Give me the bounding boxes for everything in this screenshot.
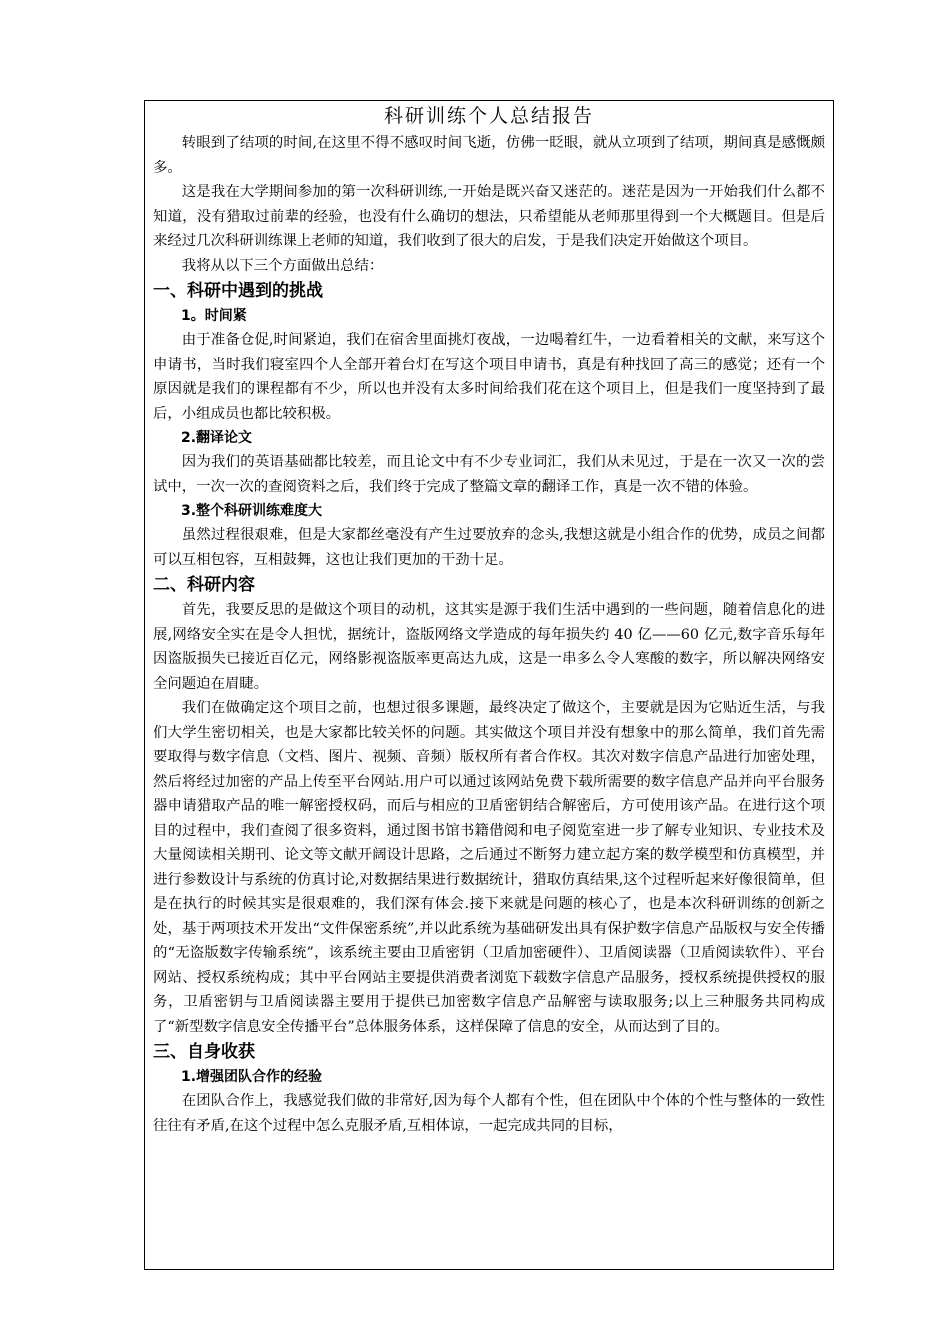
paragraph-difficulty: 虽然过程很艰难，但是大家都丝毫没有产生过要放弃的念头,我想这就是小组合作的优势，成员之间都可以互相包容，互相鼓舞，这也让我们更加的干劲十足。 — [153, 527, 825, 568]
subheading-difficulty: 3.整个科研训练难度大 — [181, 503, 323, 519]
intro-paragraph-3: 我将从以下三个方面做出总结： — [181, 257, 384, 274]
paragraph-motivation: 首先，我要反思的是做这个项目的动机，这其实是源于我们生活中遇到的一些问题，随着信息化的进展,网络安全实在是令人担忧，据统计，盗版网络文学造成的每年损失约 40 亿——60 亿元,数字音乐每年因盗版损失已接近百亿元，网络影视盗版率更高达九成，这是一串多么令人寒酸的数字，所以解决网络安全问题迫在眉睫。 — [153, 602, 825, 692]
subheading-translate-paper: 2.翻译论文 — [181, 430, 253, 446]
intro-paragraph-1: 转眼到了结项的时间,在这里不得不感叹时间飞逝，仿佛一眨眼，就从立项到了结项，期间真是感慨颇多。 — [153, 135, 825, 176]
section-heading-gains: 三、自身收获 — [153, 1042, 255, 1062]
intro-paragraph-2: 这是我在大学期间参加的第一次科研训练,一开始是既兴奋又迷茫的。迷茫是因为一开始我们什么都不知道，没有猎取过前辈的经验，也没有什么确切的想法，只希望能从老师那里得到一个大概题目。但是后来经过几次科研训练课上老师的知道，我们收到了很大的启发，于是我们决定开始做这个项目。 — [153, 184, 825, 249]
paragraph-teamwork: 在团队合作上，我感觉我们做的非常好,因为每个人都有个性，但在团队中个体的个性与整体的一致性往往有矛盾,在这个过程中怎么克服矛盾,互相体谅，一起完成共同的目标， — [153, 1093, 825, 1134]
report-body — [153, 103, 825, 1138]
paragraph-translate-paper: 因为我们的英语基础都比较差，而且论文中有不少专业词汇，我们从未见过，于是在一次又一次的尝试中，一次一次的查阅资料之后，我们终于完成了整篇文章的翻译工作，真是一次不错的体验。 — [153, 454, 825, 495]
paragraph-time-pressure: 由于准备仓促,时间紧迫，我们在宿舍里面挑灯夜战，一边喝着红牛，一边看着相关的文献，来写这个申请书，当时我们寝室四个人全部开着台灯在写这个项目申请书，真是有种找回了高三的感觉；还有一个原因就是我们的课程都有不少，所以也并没有太多时间给我们花在这个项目上，但是我们一度坚持到了最后，小组成员也都比较积极。 — [153, 332, 825, 422]
paragraph-project-detail: 我们在做确定这个项目之前，也想过很多课题，最终决定了做这个，主要就是因为它贴近生活，与我们大学生密切相关，也是大家都比较关怀的问题。其实做这个项目并没有想象中的那么简单，我们首先需要取得与数字信息（文档、图片、视频、音频）版权所有者合作权。其次对数字信息产品进行加密处理，然后将经过加密的产品上传至平台网站.用户可以通过该网站免费下载所需要的数字信息产品并向平台服务器申请猎取产品的唯一解密授权码，而后与相应的卫盾密钥结合解密后，方可使用该产品。在进行这个项目的过程中，我们查阅了很多资料，通过图书馆书籍借阅和电子阅览室进一步了解专业知识、专业技术及大量阅读相关期刊、论文等文献开阔设计思路，之后通过不断努力建立起方案的数学模型和仿真模型，并进行参数设计与系统的仿真讨论,对数据结果进行数据统计，猎取仿真结果,这个过程听起来好像很简单，但是在执行的时候其实是很艰难的，我们深有体会.接下来就是问题的核心了，也是本次科研训练的创新之处，基于两项技术开发出“文件保密系统”,并以此系统为基础研发出具有保护数字信息产品版权与安全传播的“无盗版数字传输系统”，该系统主要由卫盾密钥（卫盾加密硬件）、卫盾阅读器（卫盾阅读软件）、平台网站、授权系统构成；其中平台网站主要提供消费者浏览下载数字信息产品服务，授权系统提供授权的服务，卫盾密钥与卫盾阅读器主要用于提供已加密数字信息产品解密与读取服务;以上三种服务共同构成了“新型数字信息安全传播平台”总体服务体系，这样保障了信息的安全，从而达到了目的。 — [153, 700, 825, 1035]
subheading-time-pressure: 1。时间紧 — [181, 308, 247, 324]
section-heading-challenges: 一、科研中遇到的挑战 — [153, 281, 323, 301]
subheading-teamwork: 1.增强团队合作的经验 — [181, 1069, 323, 1085]
report-frame — [144, 100, 834, 1270]
page-title: 科研训练个人总结报告 — [383, 105, 594, 127]
section-heading-content: 二、科研内容 — [153, 575, 255, 595]
